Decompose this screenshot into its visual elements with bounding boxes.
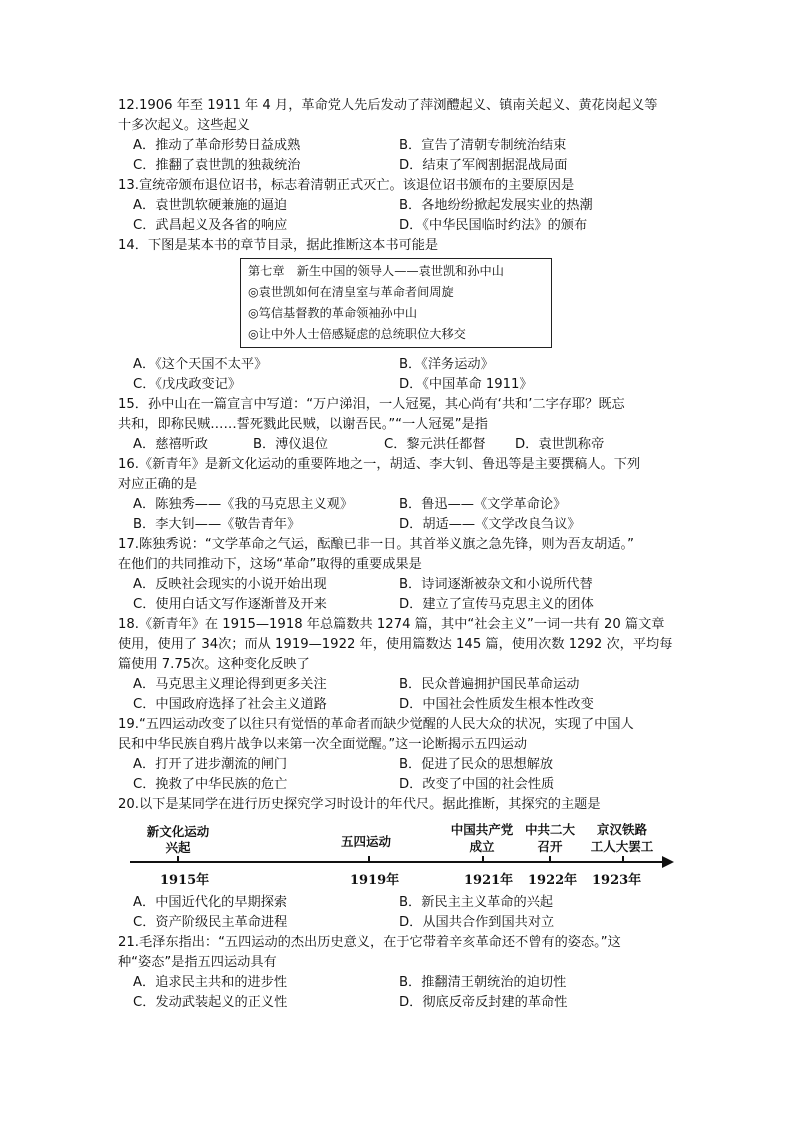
timeline-event-4-label2: 召开 xyxy=(537,839,563,854)
toc-chapter-title: 第七章 新生中国的领导人——袁世凯和孙中山 xyxy=(248,264,504,278)
q12-option-a: A．推动了革命形势日益成熟 xyxy=(133,138,301,153)
q21-option-a: A．追求民主共和的进步性 xyxy=(133,975,288,990)
q13-option-b: B．各地纷纷掀起发展实业的热潮 xyxy=(399,198,593,213)
toc-item-3: ◎让中外人士倍感疑虑的总统职位大移交 xyxy=(248,327,466,341)
book-toc-box xyxy=(240,258,552,348)
q12-stem-line2: 十多次起义。这些起义 xyxy=(118,118,250,133)
q18-option-b: B．民众普遍拥护国民革命运动 xyxy=(399,677,580,692)
q19-option-d: D．改变了中国的社会性质 xyxy=(399,777,555,792)
q20-stem-line1: 20.以下是某同学在进行历史探究学习时设计的年代尺。据此推断，其探究的主题是 xyxy=(118,797,601,812)
timeline-axis xyxy=(130,861,665,863)
q20-option-a: A．中国近代化的早期探索 xyxy=(133,895,288,910)
q20-option-c: C．资产阶级民主革命进程 xyxy=(133,915,288,930)
toc-item-1: ◎袁世凯如何在清皇室与革命者间周旋 xyxy=(248,285,454,299)
q17-option-b: B．诗词逐渐被杂文和小说所代替 xyxy=(399,577,593,592)
q13-stem-line1: 13.宣统帝颁布退位诏书，标志着清朝正式灭亡。该退位诏书颁布的主要原因是 xyxy=(118,178,575,193)
q15-option-b: B．溥仪退位 xyxy=(253,437,328,452)
q19-option-c: C．挽救了中华民族的危亡 xyxy=(133,777,288,792)
q16-option-d: D．胡适——《文学改良刍议》 xyxy=(399,517,581,532)
q12-option-d: D．结束了军阀割据混战局面 xyxy=(399,158,568,173)
q18-stem-line1: 18.《新青年》在 1915—1918 年总篇数共 1274 篇，其中“社会主义”一词一共有 20 篇文章 xyxy=(118,617,665,632)
q13-option-d: D．《中华民国临时约法》的颁布 xyxy=(399,218,588,233)
q18-stem-line3: 篇使用 7.75次。这种变化反映了 xyxy=(118,657,310,672)
q12-option-b: B．宣告了清朝专制统治结束 xyxy=(399,138,567,153)
timeline-tick-4 xyxy=(549,856,551,862)
timeline-tick-1 xyxy=(177,856,179,862)
q20-option-d: D．从国共合作到国共对立 xyxy=(399,915,555,930)
timeline-event-3-label2: 成立 xyxy=(469,839,495,854)
q19-option-b: B．促进了民众的思想解放 xyxy=(399,757,554,772)
timeline-year-4: 1922年 xyxy=(528,873,578,888)
q16-option-a: A．陈独秀——《我的马克思主义观》 xyxy=(133,497,354,512)
timeline-event-1-label1: 新文化运动 xyxy=(146,824,210,839)
q14-option-a: A．《这个天国不太平》 xyxy=(133,357,268,372)
q18-option-c: C．中国政府选择了社会主义道路 xyxy=(133,697,327,712)
timeline-event-5-label2: 工人大罢工 xyxy=(590,839,654,854)
q13-option-a: A．袁世凯软硬兼施的逼迫 xyxy=(133,198,288,213)
timeline-event-3-label1: 中国共产党 xyxy=(450,822,514,837)
timeline-event-5-label1: 京汉铁路 xyxy=(596,822,647,837)
q18-option-d: D．中国社会性质发生根本性改变 xyxy=(399,697,594,712)
timeline-event-4-label1: 中共二大 xyxy=(524,822,575,837)
timeline-arrow-icon xyxy=(662,856,674,868)
q12-stem-line1: 12.1906 年至 1911 年 4 月，革命党人先后发动了萍浏醴起义、镇南关起义、黄花岗起义等 xyxy=(118,98,658,113)
q17-option-a: A．反映社会现实的小说开始出现 xyxy=(133,577,327,592)
q17-stem-line1: 17.陈独秀说：“文学革命之气运，酝酿已非一日。其首举义旗之急先锋，则为吾友胡适。” xyxy=(118,537,634,552)
timeline-year-3: 1921年 xyxy=(464,873,514,888)
q14-stem-line1: 14．下图是某本书的章节目录，据此推断这本书可能是 xyxy=(118,238,439,253)
toc-item-2: ◎笃信基督教的革命领袖孙中山 xyxy=(248,306,418,320)
q15-stem-line2: 共和，即称民贼……誓死戮此民贼，以谢吾民。”“一人冠冕”是指 xyxy=(118,417,488,432)
timeline-tick-3 xyxy=(482,856,484,862)
timeline-event-2-label1: 五四运动 xyxy=(340,834,391,849)
q17-stem-line2: 在他们的共同推动下，这场“革命”取得的重要成果是 xyxy=(118,557,422,572)
timeline-year-5: 1923年 xyxy=(592,873,642,888)
q21-option-b: B．推翻清王朝统治的迫切性 xyxy=(399,975,567,990)
q14-option-d: D．《中国革命 1911》 xyxy=(399,377,533,392)
year-ruler-timeline xyxy=(130,818,680,888)
timeline-tick-5 xyxy=(622,856,624,862)
q16-stem-line1: 16.《新青年》是新文化运动的重要阵地之一，胡适、李大钊、鲁迅等是主要撰稿人。下列 xyxy=(118,457,641,472)
q15-option-a: A．慈禧听政 xyxy=(133,437,208,452)
timeline-year-1: 1915年 xyxy=(160,873,210,888)
q20-option-b: B．新民主主义革命的兴起 xyxy=(399,895,554,910)
q21-stem-line2: 种“姿态”是指五四运动具有 xyxy=(118,955,277,970)
q16-option-b: B．鲁迅——《文学革命论》 xyxy=(399,497,567,512)
q18-option-a: A．马克思主义理论得到更多关注 xyxy=(133,677,327,692)
timeline-tick-2 xyxy=(368,856,370,862)
timeline-event-1-label2: 兴起 xyxy=(165,840,191,855)
q12-option-c: C．推翻了袁世凯的独裁统治 xyxy=(133,158,301,173)
q19-option-a: A．打开了进步潮流的闸门 xyxy=(133,757,288,772)
timeline-year-2: 1919年 xyxy=(350,873,400,888)
q15-option-d: D．袁世凯称帝 xyxy=(515,437,605,452)
q14-option-c: C．《戊戌政变记》 xyxy=(133,377,242,392)
q14-option-b: B．《洋务运动》 xyxy=(399,357,494,372)
q17-option-c: C．使用白话文写作逐渐普及开来 xyxy=(133,597,327,612)
q19-stem-line2: 民和中华民族自鸦片战争以来第一次全面觉醒。”这一论断揭示五四运动 xyxy=(118,737,528,752)
q13-option-c: C．武昌起义及各省的响应 xyxy=(133,218,288,233)
q21-option-c: C．发动武装起义的正义性 xyxy=(133,995,288,1010)
q15-option-c: C．黎元洪任都督 xyxy=(384,437,486,452)
q17-option-d: D．建立了宣传马克思主义的团体 xyxy=(399,597,594,612)
q21-stem-line1: 21.毛泽东指出：“五四运动的杰出历史意义，在于它带着辛亥革命还不曾有的姿态。”这 xyxy=(118,935,621,950)
q16-option-c: B．李大钊——《敬告青年》 xyxy=(133,517,301,532)
q21-option-d: D．彻底反帝反封建的革命性 xyxy=(399,995,568,1010)
q18-stem-line2: 使用，使用了 34次；而从 1919—1922 年，使用篇数达 145 篇，使用次数 1292 次，平均每 xyxy=(118,637,673,652)
q15-stem-line1: 15．孙中山在一篇宣言中写道：“万户涕泪，一人冠冕，其心尚有‘共和’二字存耶？既忘 xyxy=(118,397,625,412)
q16-stem-line2: 对应正确的是 xyxy=(118,477,198,492)
q19-stem-line1: 19.“五四运动改变了以往只有觉悟的革命者而缺少觉醒的人民大众的状况，实现了中国人 xyxy=(118,717,634,732)
